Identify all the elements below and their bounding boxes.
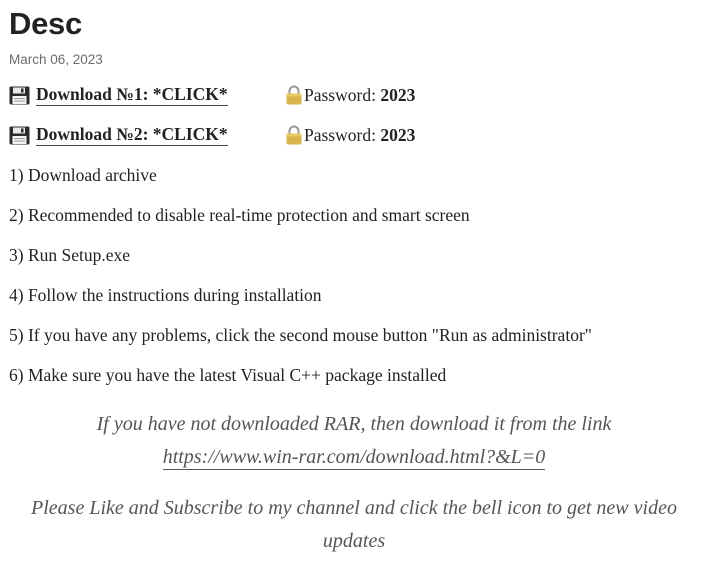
instruction-list: [9, 163, 699, 387]
password-value: 2023: [380, 84, 416, 105]
rar-note-text: If you have not downloaded RAR, then download it from the link: [96, 413, 612, 435]
download-row: [9, 83, 699, 107]
download-1-link[interactable]: Download №1: *CLICK*: [36, 83, 228, 104]
list-item: 1) Download archive: [9, 164, 157, 185]
list-item: 2) Recommended to disable real-time protection and smart screen: [9, 204, 470, 225]
password-value: 2023: [380, 124, 416, 145]
list-item: 6) Make sure you have the latest Visual C++ package installed: [9, 364, 447, 385]
download-2-link[interactable]: Download №2: *CLICK*: [36, 123, 228, 144]
post: [9, 0, 699, 552]
password-info: [304, 123, 415, 147]
subscribe-note: Please Like and Subscribe to my channel and click the bell icon to get new video updates: [31, 497, 677, 552]
post-title: Desc: [9, 6, 82, 41]
download-row: [9, 123, 699, 147]
floppy-disk-icon: [9, 126, 30, 145]
password-info: [304, 83, 415, 107]
floppy-disk-icon: [9, 86, 30, 105]
list-item: 3) Run Setup.exe: [9, 244, 131, 265]
password-label: Password:: [304, 124, 376, 145]
post-date: March 06, 2023: [9, 52, 103, 67]
rar-download-link[interactable]: https://www.win-rar.com/download.html?&L=0: [162, 446, 546, 468]
list-item: 4) Follow the instructions during installation: [9, 284, 322, 305]
rar-note: [9, 408, 699, 474]
lock-icon: [285, 85, 303, 105]
list-item: 5) If you have any problems, click the second mouse button "Run as administrator": [9, 324, 592, 345]
password-label: Password:: [304, 84, 376, 105]
lock-icon: [285, 125, 303, 145]
